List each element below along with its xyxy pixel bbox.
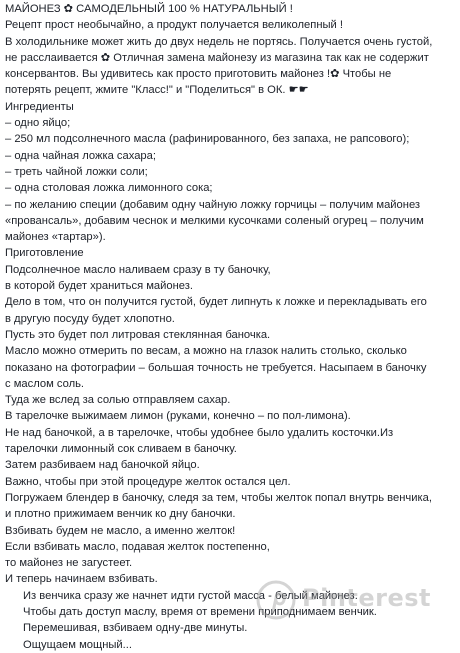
text-line: Перемешивая, взбиваем одну-две минуты.	[23, 622, 248, 635]
post-title: МАЙОНЕЗ ✿ САМОДЕЛЬНЫЙ 100 % НАТУРАЛЬНЫЙ !	[5, 3, 293, 15]
ingredient-item: – одна столовая ложка лимонного сока;	[5, 182, 213, 195]
text-line: «провансаль», добавим чеснок и мелкими кусочками соленый огурец – получим	[5, 214, 424, 227]
text-line: В холодильнике может жить до двух недель не портясь. Получается очень густой,	[5, 35, 433, 48]
ingredient-item: – одно яйцо;	[5, 117, 71, 130]
text-line: Важно, чтобы при этой процедуре желток остался цел.	[5, 475, 291, 488]
text-line: Дело в том, что он получится густой, будет липнуть к ложке и перекладывать его	[5, 296, 427, 309]
text-line: Подсолнечное масло наливаем сразу в ту баночку,	[5, 263, 271, 276]
text-line: Пусть это будет пол литровая стеклянная баночка.	[5, 328, 271, 341]
ingredient-item: – одна чайная ложка сахара;	[5, 149, 156, 162]
text-line: показано на фотографии – большая точность не требуется. Насыпаем в баночку	[5, 361, 427, 374]
watermark-text: Pinterest	[302, 584, 432, 612]
text-line: в которой будет храниться майонез.	[5, 280, 194, 293]
pinterest-watermark	[250, 578, 460, 626]
pinterest-logo-icon	[256, 580, 296, 620]
text-line: не расслаивается ✿ Отличная замена майонезу из магазина так как не содержит	[5, 51, 429, 64]
text-line: Туда же вслед за солью отправляем сахар.	[5, 394, 231, 407]
text-line: майонез «тартар»).	[5, 231, 106, 244]
preparation-heading: Приготовление	[5, 247, 84, 260]
text-line: И теперь начинаем взбивать.	[5, 573, 158, 586]
text-line: потерять рецепт, жмите "Класс!" и "Поделиться" в ОК. ☛☛	[5, 84, 309, 97]
text-line: в другую посуду будет хлопотно.	[5, 312, 175, 325]
text-line: то майонез не загустеет.	[5, 557, 133, 570]
text-line: Погружаем блендер в баночку, следя за тем, чтобы желток попал внутрь венчика,	[5, 491, 432, 504]
text-line: Затем разбиваем над баночкой яйцо.	[5, 459, 200, 472]
recipe-text-main	[0, 1, 460, 588]
ingredient-item: – 250 мл подсолнечного масла (рафинированного, без запаха, не рапсового);	[5, 133, 410, 146]
text-line: Из венчика сразу же начнет идти густой масса - белый майонез.	[23, 589, 358, 602]
text-line: Если взбивать масло, подавая желток постепенно,	[5, 540, 270, 553]
text-line: Ощущаем мощный...	[23, 638, 132, 651]
text-line: консервантов. Вы удивитесь как просто приготовить майонез !✿ Чтобы не	[5, 68, 392, 81]
text-line: тарелочки лимонный сок сливаем в баночку.	[5, 443, 237, 456]
ingredients-heading: Ингредиенты	[5, 100, 74, 113]
text-line: Масло можно отмерить по весам, а можно на глазок налить столько, сколько	[5, 345, 407, 358]
ingredient-item: – по желанию специи (добавим одну чайную ложку горчицы – получим майонез	[5, 198, 421, 211]
text-line: с маслом соль.	[5, 377, 85, 390]
text-line: Рецепт прост необычайно, а продукт получается великолепный !	[5, 19, 344, 32]
text-line: Взбивать будем не масло, а именно желток!	[5, 524, 236, 537]
ingredient-item: – треть чайной ложки соли;	[5, 165, 148, 178]
text-line: Чтобы дать доступ маслу, время от времени приподнимаем венчик.	[23, 605, 377, 618]
recipe-post	[0, 1, 460, 653]
text-line: и плотно прижимаем венчик ко дну баночки.	[5, 508, 236, 521]
text-line: В тарелочке выжимаем лимон (руками, конечно – по пол-лимона).	[5, 410, 351, 423]
text-line: Не над баночкой, а в тарелочке, чтобы удобнее было удалить косточки.Из	[5, 426, 394, 439]
